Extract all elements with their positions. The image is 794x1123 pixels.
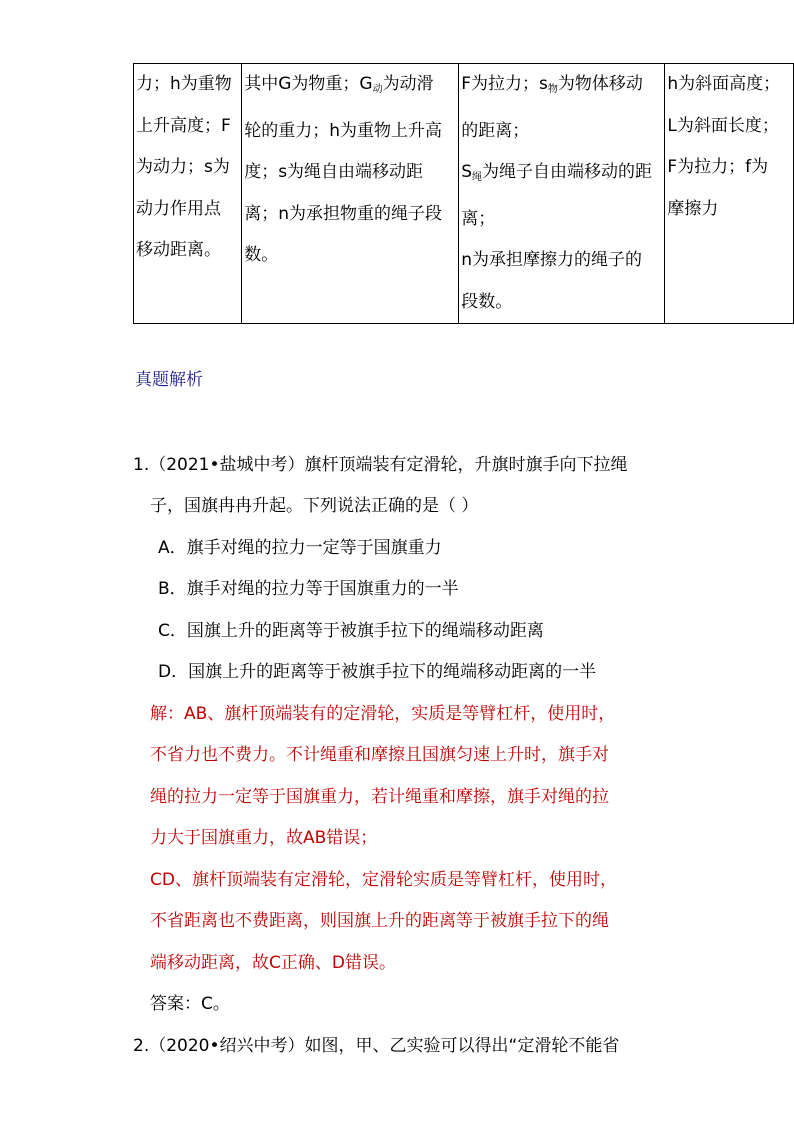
q1-stem-line-1: 1.（2021•盐城中考）旗杆顶端装有定滑轮，升旗时旗手向下拉绳 <box>133 455 628 475</box>
q2-stem-line-1: 2.（2020•绍兴中考）如图，甲、乙实验可以得出“定滑轮不能省 <box>133 1036 620 1056</box>
q1-solution-line: 绳的拉力一定等于国旗重力，若计绳重和摩擦，旗手对绳的拉 <box>150 787 609 807</box>
cell-line: F为拉力；$s_物$为物体移动 <box>461 74 643 95</box>
table-cell-horizontal-pulley <box>459 64 665 324</box>
table-row <box>134 64 794 324</box>
q1-solution-line: 端移动距离，故C正确、D错误。 <box>150 953 396 973</box>
cell-line: 段数。 <box>461 291 513 312</box>
cell-line: 摩擦力 <box>667 198 719 219</box>
q1-solution-line: 不省距离也不费距离，则国旗上升的距离等于被旗手拉下的绳 <box>150 911 609 931</box>
q1-solution-line: 解：AB、旗杆顶端装有的定滑轮，实质是等臂杠杆，使用时， <box>150 704 616 724</box>
q1-solution-line: 不省力也不费力。不计绳重和摩擦且国旗匀速上升时，旗手对 <box>150 745 609 765</box>
cell-line: L为斜面长度； <box>667 115 779 136</box>
table-cell-incline <box>665 64 794 324</box>
q1-option-d: D．国旗上升的距离等于被旗手拉下的绳端移动距离的一半 <box>158 662 597 682</box>
formula-table-clip <box>0 0 794 330</box>
table-cell-lever <box>134 64 242 324</box>
formula-table <box>133 63 794 324</box>
cell-line: 的距离； <box>461 120 530 141</box>
q1-answer: 答案：C。 <box>150 994 230 1014</box>
cell-line: 数。 <box>244 245 279 265</box>
cell-line: 上升高度；F <box>136 115 231 136</box>
cell-line: 为动力；s为 <box>136 157 230 177</box>
cell-line: 离； <box>461 208 496 229</box>
cell-line: 轮的重力；h为重物上升高 <box>244 120 442 141</box>
q1-stem-line-2: 子，国旗冉冉升起。下列说法正确的是（ ） <box>150 496 479 516</box>
cell-line: 离；n为承担物重的绳子段 <box>244 203 442 224</box>
cell-line: 移动距离。 <box>136 240 221 260</box>
cell-line: 力；h为重物 <box>136 74 232 94</box>
cell-line: n为承担摩擦力的绳子的 <box>461 250 643 270</box>
q1-option-c: C．国旗上升的距离等于被旗手拉下的绳端移动距离 <box>158 621 544 641</box>
q1-solution-line: CD、旗杆顶端装有定滑轮，定滑轮实质是等臂杠杆，使用时， <box>150 870 617 890</box>
cell-line: 度；s为绳自由端移动距 <box>244 162 424 182</box>
q1-option-b: B．旗手对绳的拉力等于国旗重力的一半 <box>158 579 459 599</box>
section-title: 真题解析 <box>135 370 203 390</box>
cell-line: $S_绳$为绳子自由端移动的距 <box>461 162 653 183</box>
cell-line: 其中G为物重；$G_动$为动滑 <box>244 74 434 95</box>
cell-line: F为拉力；f为 <box>667 157 769 177</box>
q1-option-a: A．旗手对绳的拉力一定等于国旗重力 <box>158 538 442 558</box>
cell-line: 动力作用点 <box>136 198 221 219</box>
q1-solution-line: 力大于国旗重力，故AB错误； <box>150 828 378 848</box>
table-cell-movable-pulley <box>242 64 459 324</box>
cell-line: h为斜面高度； <box>667 74 781 94</box>
